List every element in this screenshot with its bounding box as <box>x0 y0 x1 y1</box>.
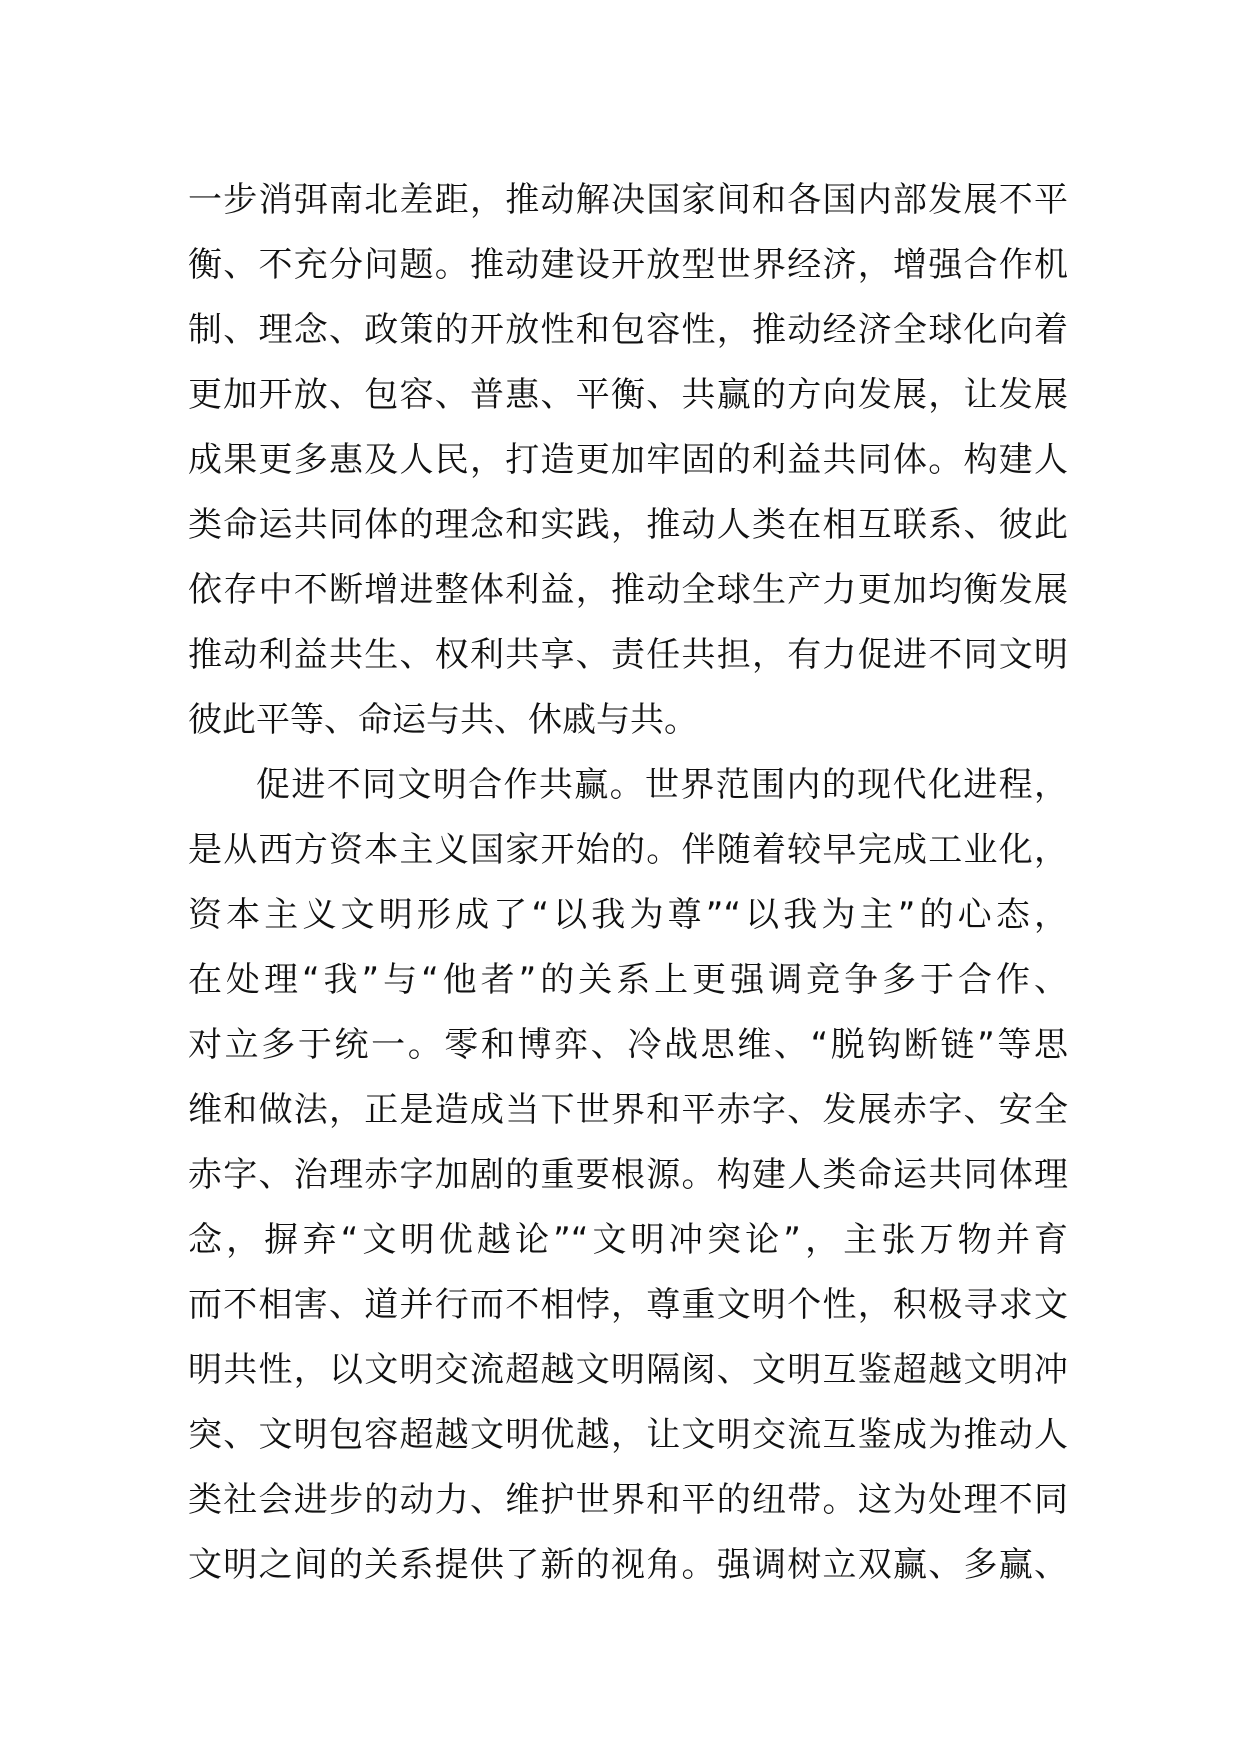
text-line: 而不相害、道并行而不相悖，尊重文明个性，积极寻求文 <box>188 1285 1068 1325</box>
text-line: 制、理念、政策的开放性和包容性，推动经济全球化向着 <box>188 310 1068 350</box>
text-line: 成果更多惠及人民，打造更加牢固的利益共同体。构建人 <box>188 440 1068 480</box>
text-line: 更加开放、包容、普惠、平衡、共赢的方向发展，让发展 <box>188 375 1068 415</box>
text-line: 衡、不充分问题。推动建设开放型世界经济，增强合作机 <box>188 245 1068 285</box>
text-line: 依存中不断增进整体利益，推动全球生产力更加均衡发展 <box>188 570 1068 610</box>
text-line: 是从西方资本主义国家开始的。伴随着较早完成工业化， <box>188 830 1068 870</box>
paragraph-1 <box>188 168 1068 753</box>
text-line: 促进不同文明合作共赢。世界范围内的现代化进程， <box>256 765 1068 805</box>
text-line: 类社会进步的动力、维护世界和平的纽带。这为处理不同 <box>188 1480 1068 1520</box>
text-line: 推动利益共生、权利共享、责任共担，有力促进不同文明 <box>188 635 1068 675</box>
text-line: 对立多于统一。零和博弈、冷战思维、“脱钩断链”等思 <box>188 1025 1068 1065</box>
text-line: 赤字、治理赤字加剧的重要根源。构建人类命运共同体理 <box>188 1155 1068 1195</box>
text-line: 在处理“我”与“他者”的关系上更强调竞争多于合作、 <box>188 960 1068 1000</box>
text-line: 一步消弭南北差距，推动解决国家间和各国内部发展不平 <box>188 180 1068 220</box>
text-line: 资本主义文明形成了“以我为尊”“以我为主”的心态， <box>188 895 1068 935</box>
text-line: 念，摒弃“文明优越论”“文明冲突论”，主张万物并育 <box>188 1220 1068 1260</box>
text-line: 突、文明包容超越文明优越，让文明交流互鉴成为推动人 <box>188 1415 1068 1455</box>
text-line: 文明之间的关系提供了新的视角。强调树立双赢、多赢、 <box>188 1545 1068 1585</box>
text-line: 彼此平等、命运与共、休戚与共。 <box>188 700 698 740</box>
text-line: 明共性，以文明交流超越文明隔阂、文明互鉴超越文明冲 <box>188 1350 1068 1390</box>
body-text <box>188 168 1068 1598</box>
text-line: 维和做法，正是造成当下世界和平赤字、发展赤字、安全 <box>188 1090 1068 1130</box>
text-line: 类命运共同体的理念和实践，推动人类在相互联系、彼此 <box>188 505 1068 545</box>
paragraph-2 <box>188 753 1068 1598</box>
